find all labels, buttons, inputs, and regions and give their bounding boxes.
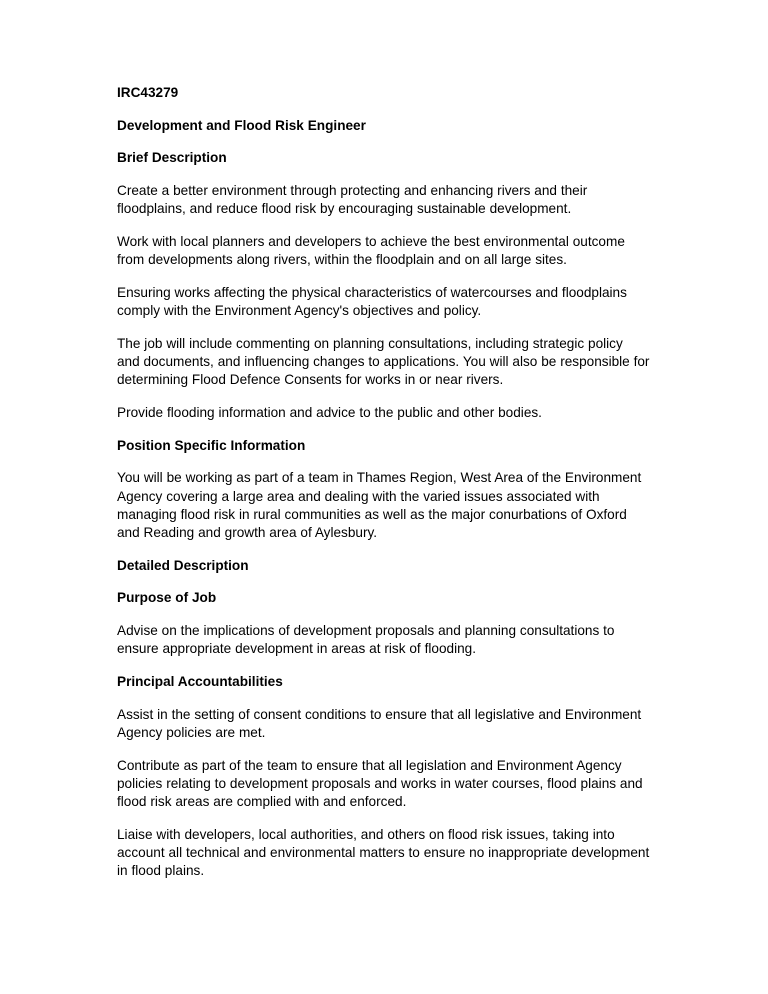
- paragraph-position-specific-1: You will be working as part of a team in Thames Region, West Area of the Environment Agency covering a large area and dealing with the varied issues associated with managing flood risk in rural communities as well as the major conurbations of Oxford and Reading and growth area of Aylesbury.: [117, 470, 645, 540]
- job-reference-number: IRC43279: [117, 85, 179, 100]
- paragraph-accountability-1: Assist in the setting of consent conditions to ensure that all legislative and Environment Agency policies are met.: [117, 706, 645, 740]
- paragraph-brief-description-1: Create a better environment through protecting and enhancing rivers and their floodplains, and reduce flood risk by encouraging sustainable development.: [117, 183, 592, 217]
- section-heading-detailed-description: Detailed Description: [117, 557, 249, 573]
- paragraph-purpose-of-job-1: Advise on the implications of development proposals and planning consultations to ensure appropriate development in areas at risk of flooding.: [117, 623, 619, 657]
- section-heading-position-specific-information: Position Specific Information: [117, 437, 306, 453]
- document-body: [117, 84, 653, 880]
- paragraph-brief-description-3: Ensuring works affecting the physical characteristics of watercourses and floodplains comply with the Environment Agency's objectives and policy.: [117, 284, 631, 319]
- paragraph-brief-description-5: Provide flooding information and advice to the public and other bodies.: [117, 404, 542, 420]
- paragraph-accountability-2: Contribute as part of the team to ensure that all legislation and Environment Agency policies relating to development proposals and works in water courses, flood plains and flood risk areas are complied with and enforced.: [117, 757, 647, 809]
- section-heading-brief-description: Brief Description: [117, 150, 227, 166]
- paragraph-brief-description-4: The job will include commenting on planning consultations, including strategic policy and documents, and influencing changes to applications. You will also be responsible for determining Flood Defence Consents for works in or near rivers.: [117, 335, 654, 388]
- paragraph-brief-description-2: Work with local planners and developers to achieve the best environmental outcome from developments along rivers, within the floodplain and on all large sites.: [117, 234, 629, 268]
- paragraph-accountability-3: Liaise with developers, local authorities, and others on flood risk issues, taking into account all technical and environmental matters to ensure no inappropriate development in flood plains.: [117, 826, 654, 879]
- job-title: Development and Flood Risk Engineer: [117, 117, 366, 133]
- section-heading-purpose-of-job: Purpose of Job: [117, 590, 217, 606]
- section-heading-principal-accountabilities: Principal Accountabilities: [117, 673, 283, 689]
